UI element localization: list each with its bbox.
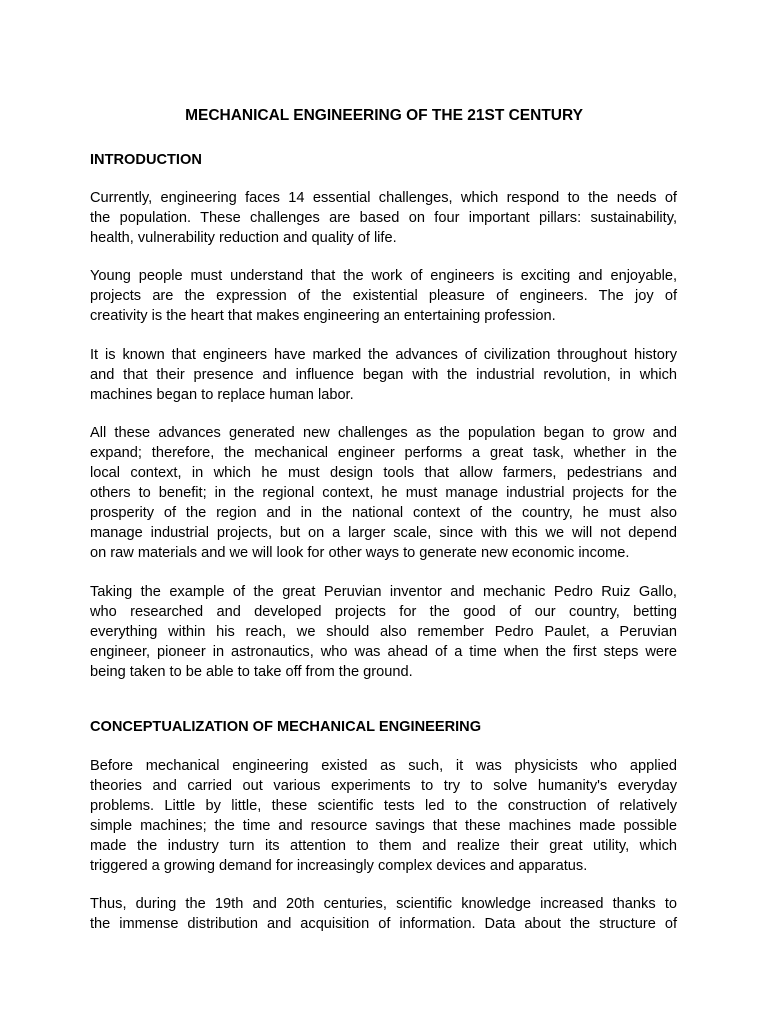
paragraph-line: It is known that engineers have marked the advances of civilization throughout history — [90, 347, 677, 363]
paragraph-line: theories and carried out various experiments to try to solve humanity's everyday — [90, 778, 677, 794]
paragraph — [90, 894, 677, 934]
paragraph-line: machines began to replace human labor. — [90, 387, 354, 403]
paragraph-line: manage industrial projects, but on a larger scale, since with this we will not depend — [90, 525, 677, 541]
paragraph-line: triggered a growing demand for increasingly complex devices and apparatus. — [90, 858, 588, 874]
section-heading-conceptualization: CONCEPTUALIZATION OF MECHANICAL ENGINEERING — [90, 719, 482, 735]
paragraph-line: health, vulnerability reduction and quality of life. — [90, 230, 397, 246]
paragraph-line: All these advances generated new challenges as the population began to grow and — [90, 425, 677, 441]
paragraph-line: Before mechanical engineering existed as such, it was physicists who applied — [90, 758, 677, 774]
paragraph-line: and that their presence and influence began with the industrial revolution, in which — [90, 367, 677, 383]
document-title: MECHANICAL ENGINEERING OF THE 21ST CENTURY — [185, 107, 583, 124]
paragraph — [90, 582, 677, 682]
paragraph — [90, 756, 677, 876]
paragraph-line: made the industry turn its attention to them and realize their great utility, which — [90, 838, 677, 854]
paragraph-line: engineer, pioneer in astronautics, who was ahead of a time when the first steps were — [90, 644, 677, 660]
paragraph-line: Currently, engineering faces 14 essential challenges, which respond to the needs of — [90, 190, 677, 206]
paragraph — [90, 188, 677, 248]
paragraph-line: the population. These challenges are based on four important pillars: sustainability, — [90, 210, 677, 226]
paragraph-line: Thus, during the 19th and 20th centuries, scientific knowledge increased thanks to — [90, 896, 677, 912]
paragraph-line: on raw materials and we will look for other ways to generate new economic income. — [90, 545, 630, 561]
section-heading-introduction: INTRODUCTION — [90, 152, 202, 168]
paragraph-line: prosperity of the region and in the national context of the country, he must also — [90, 505, 677, 521]
paragraph-line: the immense distribution and acquisition of information. Data about the structure of — [90, 916, 677, 932]
paragraph-line: problems. Little by little, these scientific tests led to the construction of relatively — [90, 798, 677, 814]
paragraph-line: others to benefit; in the regional context, he must manage industrial projects for the — [90, 485, 677, 501]
paragraph-line: Taking the example of the great Peruvian inventor and mechanic Pedro Ruiz Gallo, — [90, 584, 677, 600]
paragraph-line: simple machines; the time and resource savings that these machines made possible — [90, 818, 677, 834]
paragraph-line: Young people must understand that the work of engineers is exciting and enjoyable, — [90, 268, 677, 284]
paragraph — [90, 345, 677, 405]
paragraph-line: everything within his reach, we should also remember Pedro Paulet, a Peruvian — [90, 624, 677, 640]
paragraph-line: creativity is the heart that makes engineering an entertaining profession. — [90, 308, 556, 324]
paragraph — [90, 423, 677, 563]
paragraph-line: local context, in which he must design tools that allow farmers, pedestrians and — [90, 465, 677, 481]
paragraph-line: expand; therefore, the mechanical engineer performs a great task, whether in the — [90, 445, 677, 461]
paragraph-line: who researched and developed projects for the good of our country, betting — [90, 604, 677, 620]
paragraph-line: projects are the expression of the existential pleasure of engineers. The joy of — [90, 288, 677, 304]
paragraph-line: being taken to be able to take off from the ground. — [90, 664, 413, 680]
paragraph — [90, 266, 677, 326]
